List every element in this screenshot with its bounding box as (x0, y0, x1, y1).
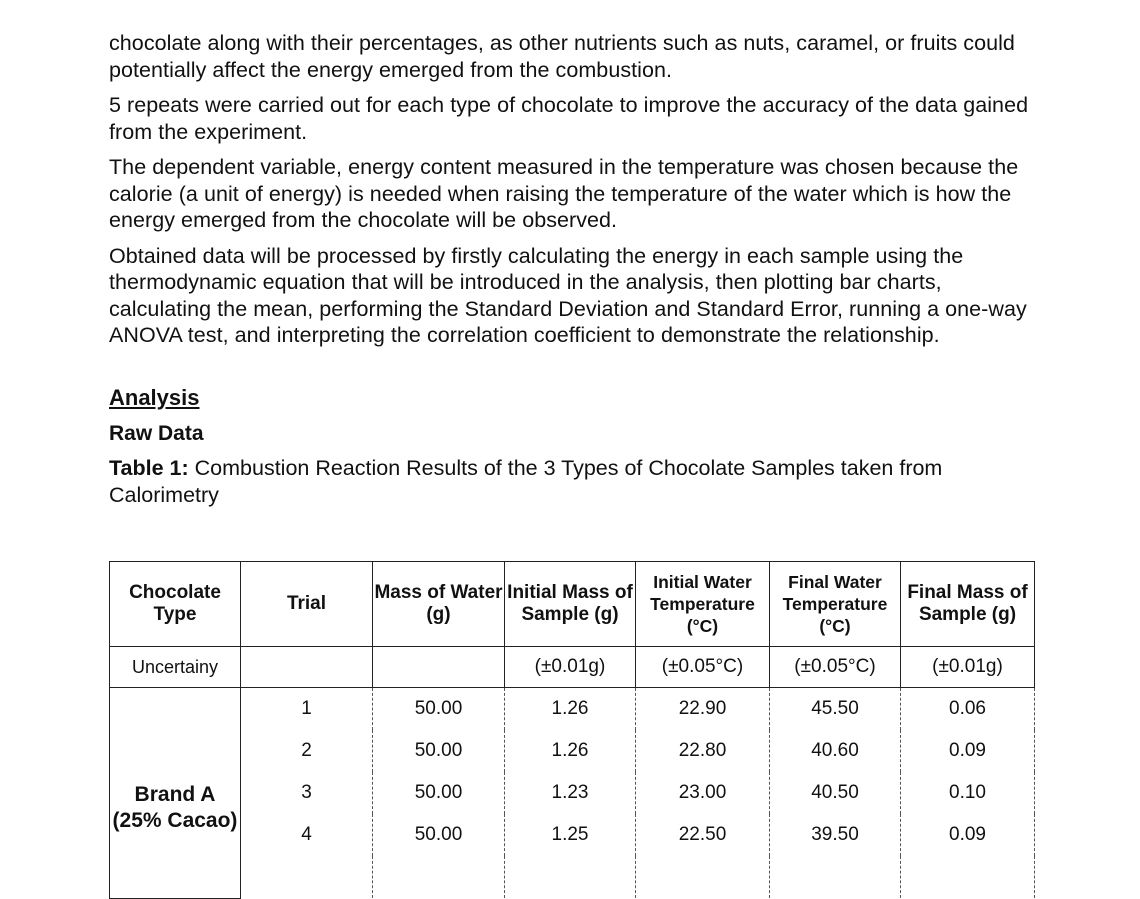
paragraph-4: Obtained data will be processed by firstly calculating the energy in each sample using the thermodynamic equation that will be introduced in the analysis, then plotting bar charts, calculating the mean, performing the Standard Deviation and Standard Error, running a one-way ANOVA test, and interpreting the correlation coefficient to demonstrate the relationship. (109, 243, 1027, 347)
paragraph-2: 5 repeats were carried out for each type of chocolate to improve the accuracy of the data gained from the experiment. (109, 93, 1029, 144)
uncertainty-cell (373, 647, 505, 688)
table-row (110, 856, 1035, 898)
uncertainty-cell: (±0.05°C) (770, 647, 901, 688)
header-trial: Trial (241, 562, 373, 647)
table-row (110, 772, 1035, 814)
table-cell: 0.09 (901, 730, 1035, 772)
header-initial-mass: Initial Mass of Sample (g) (505, 562, 636, 647)
paragraph-1: chocolate along with their percentages, as other nutrients such as nuts, caramel, or fruits could potentially affect the energy emerged from the combustion. (109, 31, 1015, 82)
table-cell: 4 (241, 814, 373, 856)
uncertainty-cell: (±0.01g) (505, 647, 636, 688)
header-final-water-temp: Final Water Temperature (°C) (770, 562, 901, 647)
table-cell (373, 856, 505, 898)
table-row (110, 730, 1035, 772)
table-cell: 50.00 (373, 688, 505, 731)
table-cell: 45.50 (770, 688, 901, 731)
header-chocolate-type: Chocolate Type (110, 562, 241, 647)
uncertainty-label: Uncertainy (110, 647, 241, 688)
sub-heading-raw-data: Raw Data (109, 421, 204, 445)
table-cell: 50.00 (373, 772, 505, 814)
uncertainty-cell: (±0.01g) (901, 647, 1035, 688)
table-cell: 1 (241, 688, 373, 731)
table-cell (770, 856, 901, 898)
table-cell: 1.25 (505, 814, 636, 856)
table-caption (109, 455, 1039, 509)
table-cell (505, 856, 636, 898)
table-cell (901, 856, 1035, 898)
header-mass-of-water: Mass of Water (g) (373, 562, 505, 647)
table-caption-text: Combustion Reaction Results of the 3 Types of Chocolate Samples taken from Calorimetry (109, 455, 943, 507)
uncertainty-cell (241, 647, 373, 688)
table-cell: 23.00 (636, 772, 770, 814)
table-cell (636, 856, 770, 898)
document-page (109, 30, 1039, 523)
table-cell: 3 (241, 772, 373, 814)
table-cell: 50.00 (373, 814, 505, 856)
table-header-row (110, 562, 1035, 647)
table-cell: 50.00 (373, 730, 505, 772)
table-cell: 22.50 (636, 814, 770, 856)
table-row (110, 814, 1035, 856)
uncertainty-cell: (±0.05°C) (636, 647, 770, 688)
table-cell: 22.80 (636, 730, 770, 772)
table-cell: 22.90 (636, 688, 770, 731)
table-cell: 0.10 (901, 772, 1035, 814)
table-cell: 0.06 (901, 688, 1035, 731)
table-cell: 0.09 (901, 814, 1035, 856)
table-row (110, 688, 1035, 731)
header-initial-water-temp: Initial Water Temperature (°C) (636, 562, 770, 647)
table-cell: 1.26 (505, 688, 636, 731)
uncertainty-row (110, 647, 1035, 688)
table-caption-label: Table 1: (109, 455, 189, 480)
table-cell: 1.26 (505, 730, 636, 772)
brand-cell: Brand A (25% Cacao) (110, 688, 241, 899)
header-final-mass: Final Mass of Sample (g) (901, 562, 1035, 647)
table-cell: 40.60 (770, 730, 901, 772)
paragraph-3: The dependent variable, energy content measured in the temperature was chosen because the calorie (a unit of energy) is needed when raising the temperature of the water which is how the energy emerged from the chocolate will be observed. (109, 155, 1019, 232)
table-cell: 40.50 (770, 772, 901, 814)
section-heading-analysis: Analysis (109, 384, 200, 410)
results-table (109, 561, 1035, 899)
table-cell: 1.23 (505, 772, 636, 814)
table-cell (241, 856, 373, 898)
table-cell: 39.50 (770, 814, 901, 856)
table-cell: 2 (241, 730, 373, 772)
